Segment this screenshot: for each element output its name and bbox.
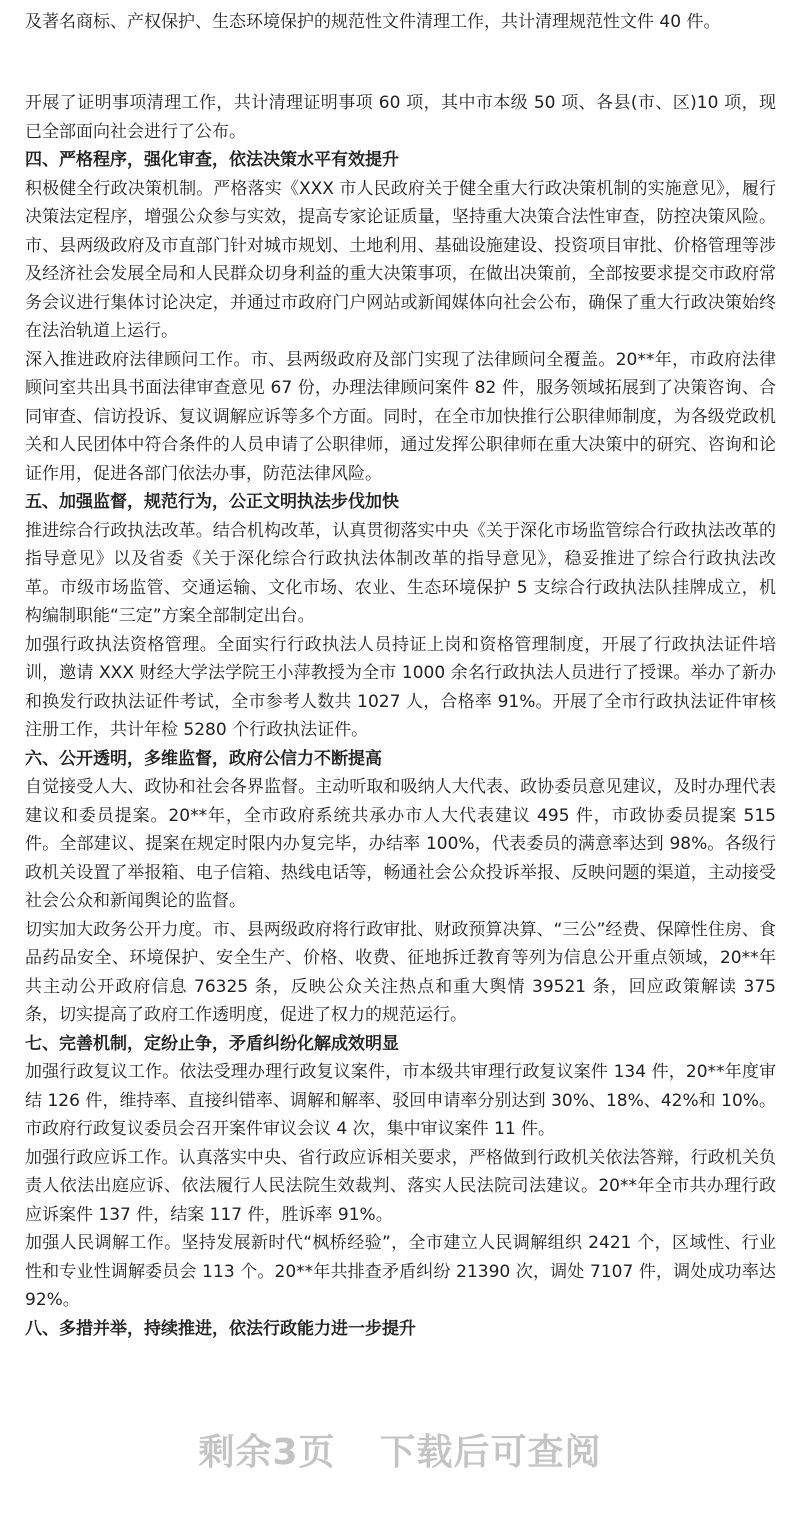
paragraph: 开展了证明事项清理工作，共计清理证明事项 60 项，其中市本级 50 项、各县(市、区)10 项，现已全部面向社会进行了公布。	[25, 93, 776, 142]
paragraph: 加强人民调解工作。坚持发展新时代“枫桥经验”，全市建立人民调解组织 2421 个，区域性、行业性和专业性调解委员会 113 个。20**年共排查矛盾纠纷 21390 次，调处 7107 件，调处成功率达 92%。	[25, 1233, 776, 1310]
paragraph: 推进综合行政执法改革。结合机构改革，认真贯彻落实中央《关于深化市场监管综合行政执法改革的指导意见》以及省委《关于深化综合行政执法体制改革的指导意见》，稳妥推进了综合行政执法改革。市级市场监管、交通运输、文化市场、农业、生态环境保护 5 支综合行政执法队挂牌成立，机构编制职能“三定”方案全部制定出台。	[25, 520, 776, 626]
paragraph: 及著名商标、产权保护、生态环境保护的规范性文件清理工作，共计清理规范性文件 40 件。	[25, 12, 721, 32]
section-heading: 七、完善机制，定纷止争，矛盾纠纷化解成效明显	[25, 1033, 399, 1054]
paragraph: 积极健全行政决策机制。严格落实《XXX 市人民政府关于健全重大行政决策机制的实施意见》，履行决策法定程序，增强公众参与实效，提高专家论证质量，坚持重大决策合法性审查，防控决策风险。市、县两级政府及市直部门针对城市规划、土地利用、基础设施建设、投资项目审批、价格管理等涉及经济社会发展全局和人民群众切身利益的重大决策事项，在做出决策前，全部按要求提交市政府常务会议进行集体讨论决定，并通过市政府门户网站或新闻媒体向社会公布，确保了重大行政决策始终在法治轨道上运行。	[25, 178, 776, 341]
document-body	[25, 89, 776, 1343]
section-heading: 六、公开透明，多维监督，政府公信力不断提高	[25, 748, 382, 769]
paragraph: 切实加大政务公开力度。市、县两级政府将行政审批、财政预算决算、“三公”经费、保障性住房、食品药品安全、环境保护、安全生产、价格、收费、征地拆迁教育等列为信息公开重点领域，20**年共主动公开政府信息 76325 条，反映公众关注热点和重大舆情 39521 条，回应政策解读 375 条，切实提高了政府工作透明度，促进了权力的规范运行。	[25, 919, 776, 1025]
top-fragment	[25, 8, 776, 37]
section-heading: 五、加强监督，规范行为，公正文明执法步伐加快	[25, 492, 399, 512]
paragraph: 加强行政执法资格管理。全面实行行政执法人员持证上岗和资格管理制度，开展了行政执法证件培训，邀请 XXX 财经大学法学院王小萍教授为全市 1000 余名行政执法人员进行了授课。举办了新办和换发行政执法证件考试，全市参考人数共 1027 人，合格率 91%。开展了全市行政执法证件审核注册工作，共计年检 5280 个行政执法证件。	[25, 634, 776, 740]
paragraph: 自觉接受人大、政协和社会各界监督。主动听取和吸纳人大代表、政协委员意见建议，及时办理代表建议和委员提案。20**年，全市政府系统共承办市人大代表建议 495 件，市政协委员提案 515 件。全部建议、提案在规定时限内办复完毕，办结率 100%，代表委员的满意率达到 98%。各级行政机关设置了举报箱、电子信箱、热线电话等，畅通社会公众投诉举报、反映问题的渠道，主动接受社会公众和新闻舆论的监督。	[25, 777, 776, 911]
section-heading: 八、多措并举，持续推进，依法行政能力进一步提升	[25, 1318, 416, 1339]
download-prompt[interactable]	[0, 1424, 800, 1475]
paragraph: 深入推进政府法律顾问工作。市、县两级政府及部门实现了法律顾问全覆盖。20**年，市政府法律顾问室共出具书面法律审查意见 67 份，办理法律顾问案件 82 件，服务领域拓展到了决策咨询、合同审查、信访投诉、复议调解应诉等多个方面。同时，在全市加快推行公职律师制度，为各级党政机关和人民团体中符合条件的人员申请了公职律师，通过发挥公职律师在重大决策中的研究、咨询和论证作用，促进各部门依法办事，防范法律风险。	[25, 349, 776, 484]
paragraph: 加强行政复议工作。依法受理办理行政复议案件，市本级共审理行政复议案件 134 件，20**年度审结 126 件，维持率、直接纠错率、调解和解率、驳回申请率分别达到 30%、18%、42%和 10%。市政府行政复议委员会召开案件审议会议 4 次，集中审议案件 11 件。	[25, 1062, 776, 1139]
paragraph: 加强行政应诉工作。认真落实中央、省行政应诉相关要求，严格做到行政机关依法答辩，行政机关负责人依法出庭应诉、依法履行人民法院生效裁判、落实人民法院司法建议。20**年全市共办理行政应诉案件 137 件，结案 117 件，胜诉率 91%。	[25, 1147, 776, 1225]
section-heading: 四、严格程序，强化审查，依法决策水平有效提升	[25, 150, 399, 170]
remaining-pages-label: 剩余3页	[198, 1432, 336, 1473]
download-to-view-label[interactable]: 下载后可查阅	[379, 1432, 602, 1473]
